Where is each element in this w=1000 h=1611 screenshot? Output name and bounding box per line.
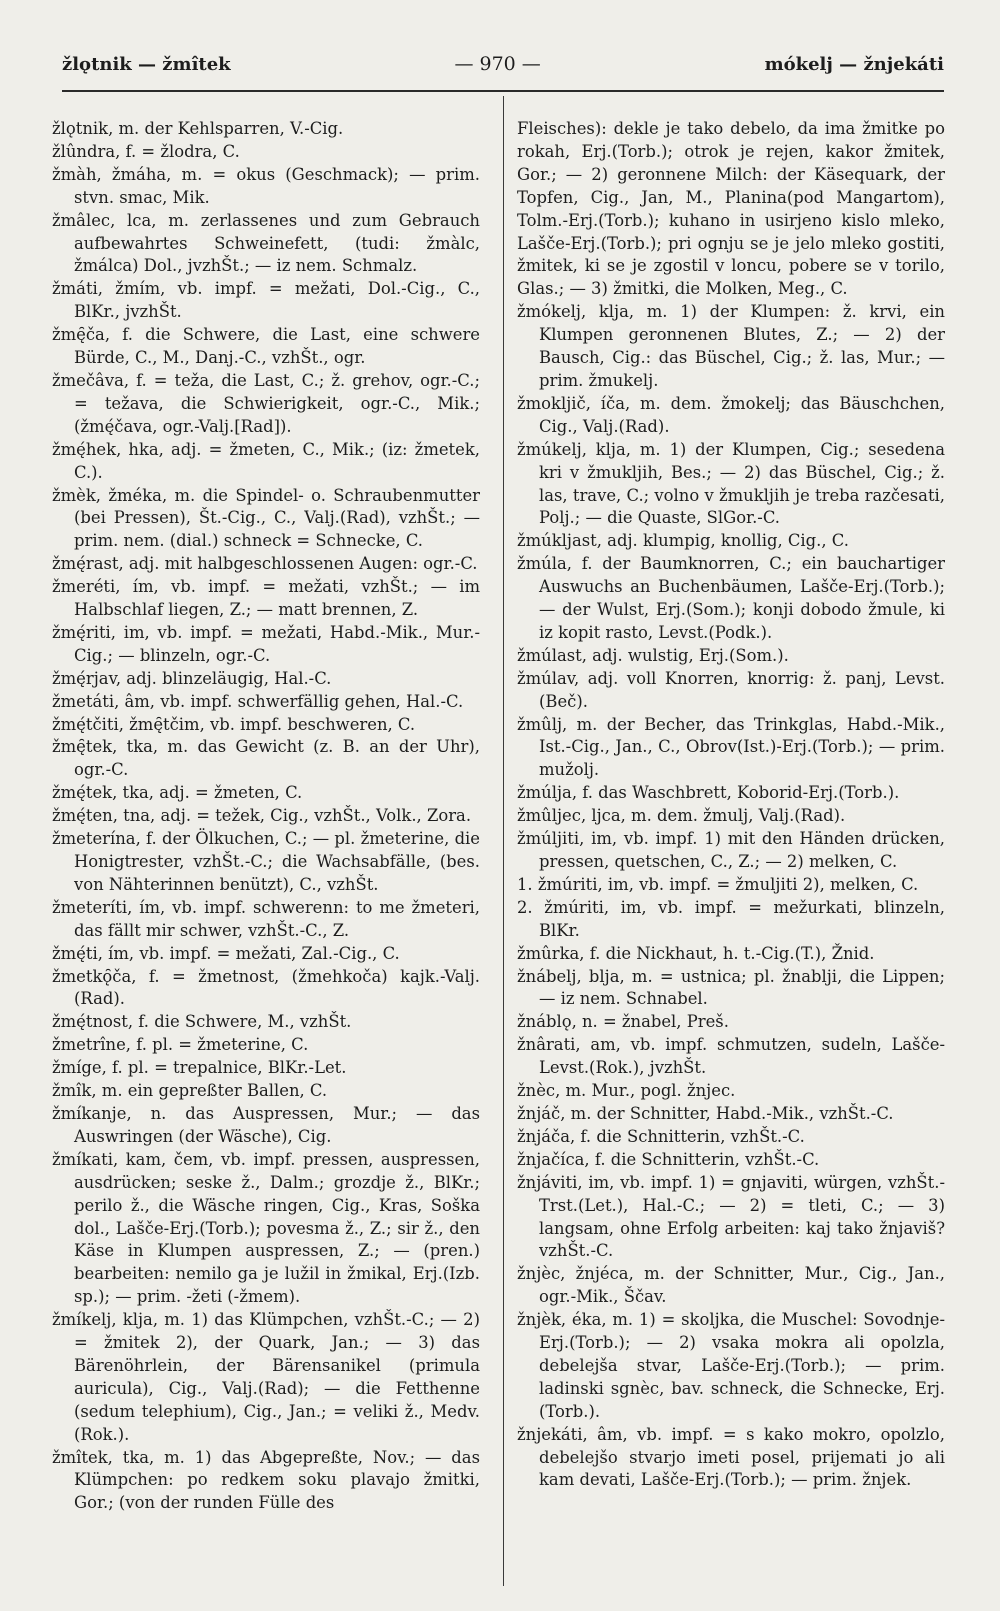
page-header [62,44,944,84]
dictionary-entry: žmíge, f. pl. = trepalnice, BlKr.-Let. [52,1058,347,1078]
dictionary-entry: žmę́hek, hka, adj. = žmeten, C., Mik.; (iz: žmetek, C.). [52,439,480,482]
dictionary-entry: žnjáč, m. der Schnitter, Habd.-Mik., vzhŠt.-C. [517,1103,894,1123]
dictionary-entry: žmúlja, f. das Waschbrett, Koborid-Erj.(Torb.). [517,783,900,803]
dictionary-entry: žmáti, žmím, vb. impf. = mežati, Dol.-Cig., C., BlKr., jvzhŠt. [52,279,480,322]
dictionary-entry: žnjèk, éka, m. 1) = skoljka, die Muschel: Sovodnje-Erj.(Torb.); — 2) vsaka mokra ali opolzla, debelejša stvar, Lašče-Erj.(Torb.); — prim. ladinski sgnèc, bav. schneck, die Schnecke, Erj.(Torb.). [517,1310,945,1421]
dictionary-entry: žnârati, am, vb. impf. schmutzen, sudeln, Lašče-Levst.(Rok.), jvzhŠt. [517,1035,945,1078]
dictionary-entry: žnjekáti, âm, vb. impf. = s kako mokro, opolzlo, debelejšo stvarjo imeti posel, prijemati jo ali kam devati, Lašče-Erj.(Torb.); — prim. žnjek. [517,1424,945,1490]
dictionary-entry: žnábelj, blja, m. = ustnica; pl. žnablji, die Lippen; — iz nem. Schnabel. [517,966,945,1009]
dictionary-entry: žnèc, m. Mur., pogl. žnjec. [517,1081,736,1101]
dictionary-entry: žmę́tnost, f. die Schwere, M., vzhŠt. [52,1012,352,1032]
left-column [52,118,480,1593]
dictionary-entry: žmíkati, kam, čem, vb. impf. pressen, auspressen, ausdrücken; seske ž., Dalm.; grozdje ž., BlKr.; perilo ž., die Wäsche ringen, Cig., Kras, Soška dol., Lašče-Erj.(Torb.); povesma ž., Z.; sir ž., den Käse in Klumpen auspressen, Z.; — (pren.) bearbeiten: nemilo ga je lužil in žmikal, Erj.(Izb. sp.); — prim. -žeti (-žmem). [52,1149,480,1307]
header-rule [62,90,944,92]
dictionary-entry: žnjáča, f. die Schnitterin, vzhŠt.-C. [517,1126,805,1146]
dictionary-entry: žmę́tek, tka, adj. = žmeten, C. [52,783,303,803]
dictionary-entry: žmeteríti, ím, vb. impf. schwerenn: to me žmeteri, das fällt mir schwer, vzhŠt.-C., Z. [52,897,480,940]
dictionary-entry: žnjáviti, im, vb. impf. 1) = gnjaviti, würgen, vzhŠt.-Trst.(Let.), Hal.-C.; — 2) = tleti, C.; — 3) langsam, ohne Erfolg arbeiten: kaj tako žnjaviš? vzhŠt.-C. [517,1172,945,1261]
dictionary-entry: žmîtek, tka, m. 1) das Abgepreßte, Nov.; — das Klümpchen: po redkem soku plavajo žmitki, Gor.; (von der runden Fülle des [52,1447,480,1513]
dictionary-entry: žmetáti, âm, vb. impf. schwerfällig gehen, Hal.-C. [52,691,464,711]
dictionary-entry: žmíkelj, klja, m. 1) das Klümpchen, vzhŠt.-C.; — 2) = žmitek 2), der Quark, Jan.; — 3) das Bärenöhrlein, der Bärensanikel (primula auricula), Cig., Valj.(Rad); — die Fetthenne (sedum telephium), Cig., Jan.; = veliki ž., Medv.(Rok.). [52,1310,480,1444]
right-column [517,118,945,1593]
dictionary-entry: žmîk, m. ein gepreßter Ballen, C. [52,1081,328,1101]
dictionary-entry: žmę́ti, ím, vb. impf. = mežati, Zal.-Cig., C. [52,943,400,963]
dictionary-entry: žmúkljast, adj. klumpig, knollig, Cig., C. [517,531,849,551]
dictionary-entry: žmetrîne, f. pl. = žmeterine, C. [52,1035,309,1055]
dictionary-entry: žmâlec, lca, m. zerlassenes und zum Gebrauch aufbewahrtes Schweinefett, (tudi: žmàlc, žmálca) Dol., jvzhŠt.; — iz nem. Schmalz. [52,210,480,276]
dictionary-entry: žmèk, žméka, m. die Spindel- o. Schraubenmutter (bei Pressen), Št.-Cig., C., Valj.(Rad), vzhŠt.; — prim. nem. (dial.) schneck = Schnecke, C. [52,485,480,551]
header-right-guideword: mókelj — žnjekáti [764,53,944,75]
dictionary-entry: žnjačíca, f. die Schnitterin, vzhŠt.-C. [517,1149,820,1169]
dictionary-entry: žmúljiti, im, vb. impf. 1) mit den Händen drücken, pressen, quetschen, C., Z.; — 2) melken, C. [517,829,945,871]
dictionary-entry: žmàh, žmáha, m. = okus (Geschmack); — prim. stvn. smac, Mik. [52,164,480,207]
dictionary-entry: žmeterína, f. der Ölkuchen, C.; — pl. žmeterine, die Honigtrester, vzhŠt.-C.; die Wachsabfälle, (bes. von Nähterinnen benützt), C., vzhŠt. [52,829,480,894]
dictionary-entry: žmûlj, m. der Becher, das Trinkglas, Habd.-Mik., Ist.-Cig., Jan., C., Obrov(Ist.)-Erj.(Torb.); — prim. mužolj. [517,714,945,780]
dictionary-entry: 2. žmúriti, im, vb. impf. = mežurkati, blinzeln, BlKr. [517,897,945,940]
page-number: — 970 — [454,53,541,75]
dictionary-entry: žmúlast, adj. wulstig, Erj.(Som.). [517,645,789,665]
dictionary-entry: žnáblǫ, n. = žnabel, Preš. [517,1012,729,1032]
dictionary-entry: žmę́tčiti, žmę̑tčim, vb. impf. beschweren, C. [52,714,416,734]
dictionary-entry: žmę́riti, im, vb. impf. = mežati, Habd.-Mik., Mur.-Cig.; — blinzeln, ogr.-C. [52,622,480,665]
dictionary-entry: 1. žmúriti, im, vb. impf. = žmuljiti 2), melken, C. [517,874,919,894]
dictionary-entry: žmúla, f. der Baumknorren, C.; ein bauchartiger Auswuchs an Buchenbäumen, Lašče-Erj.(Torb.); — der Wulst, Erj.(Som.); konji dobodo žmule, ki iz kopit rasto, Levst.(Podk.). [517,554,945,642]
dictionary-entry: žnjèc, žnjéca, m. der Schnitter, Mur., Cig., Jan., ogr.-Mik., Ščav. [517,1264,945,1307]
dictionary-entry: Fleisches): dekle je tako debelo, da ima žmitke po rokah, Erj.(Torb.); otrok je rejen, kakor žmitek, Gor.; — 2) geronnene Milch: der Käsequark, der Topfen, Cig., Jan, M., Planina(pod Mangartom), Tolm.-Erj.(Torb.); kuhano in usirjeno kislo mleko, Lašče-Erj.(Torb.); pri ognju se je jelo mleko gostiti, žmitek, ki se je zgostil v loncu, pobere se v torilo, Glas.; — 3) žmitki, die Molken, Meg., C. [517,119,945,299]
dictionary-entry: žmę́rast, adj. mit halbgeschlossenen Augen: ogr.-C. [52,554,478,574]
dictionary-entry: žlǫtnik, m. der Kehlsparren, V.-Cig. [52,119,344,138]
dictionary-entry: žmetkǫ̑ča, f. = žmetnost, (žmehkoča) kajk.-Valj.(Rad). [52,966,480,1009]
dictionary-entry: žmę̑ča, f. die Schwere, die Last, eine schwere Bürde, C., M., Danj.-C., vzhŠt., ogr. [52,325,480,368]
dictionary-entry: žmę̑tek, tka, m. das Gewicht (z. B. an der Uhr), ogr.-C. [52,737,480,780]
dictionary-entry: žmókelj, klja, m. 1) der Klumpen: ž. krvi, ein Klumpen geronnenen Blutes, Z.; — 2) der Bausch, Cig.: das Büschel, Cig.; ž. las, Mur.; — prim. žmukelj. [517,302,945,390]
dictionary-entry: žmúkelj, klja, m. 1) der Klumpen, Cig.; sesedena kri v žmukljih, Bes.; — 2) das Büschel, Cig.; ž. las, trave, C.; volno v žmukljih je treba razčesati, Polj.; — die Quaste, SlGor.-C. [517,439,945,528]
header-left-guideword: žlǫtnik — žmîtek [62,53,231,75]
dictionary-entry: žmûrka, f. die Nickhaut, h. t.-Cig.(T.), Žnid. [517,943,875,963]
dictionary-entry: žmę́rjav, adj. blinzeläugig, Hal.-C. [52,668,332,688]
dictionary-entry: žmûljec, ljca, m. dem. žmulj, Valj.(Rad). [517,806,846,826]
dictionary-entry: žmę́ten, tna, adj. = težek, Cig., vzhŠt., Volk., Zora. [52,806,472,826]
dictionary-entry: žmeréti, ím, vb. impf. = mežati, vzhŠt.; — im Halbschlaf liegen, Z.; — matt brennen, Z. [52,577,480,620]
column-divider [503,96,504,1586]
dictionary-entry: žlûndra, f. = žlodra, C. [52,141,240,161]
dictionary-entry: žmíkanje, n. das Auspressen, Mur.; — das Auswringen (der Wäsche), Cig. [52,1103,480,1146]
dictionary-entry: žmečâva, f. = teža, die Last, C.; ž. grehov, ogr.-C.; = težava, die Schwierigkeit, ogr.-C., Mik.; (žmę́čava, ogr.-Valj.[Rad]). [52,370,480,436]
dictionary-entry: žmúlav, adj. voll Knorren, knorrig: ž. panj, Levst.(Beč). [517,668,945,711]
dictionary-entry: žmokljič, íča, m. dem. žmokelj; das Bäuschchen, Cig., Valj.(Rad). [517,393,945,436]
